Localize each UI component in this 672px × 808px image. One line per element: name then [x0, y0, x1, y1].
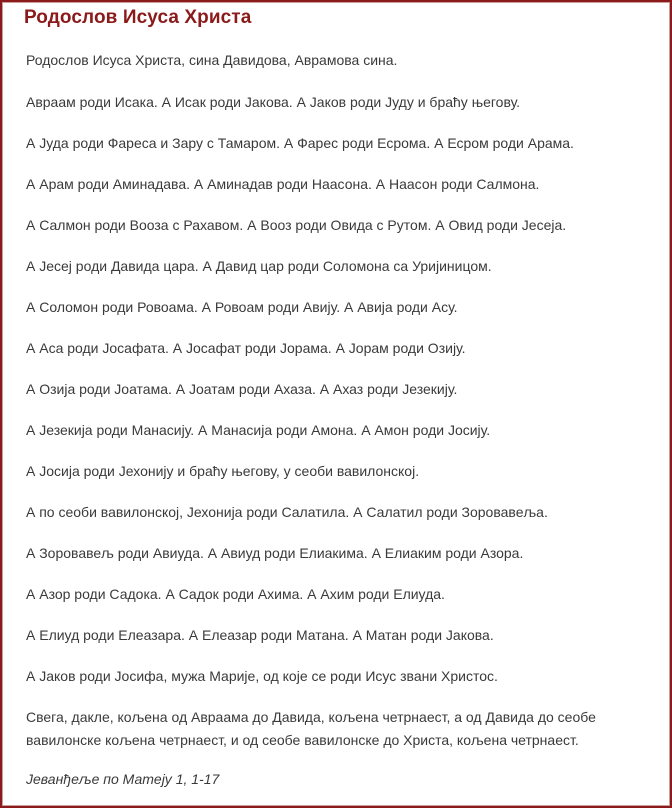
- verse-paragraph: А Јуда роди Фареса и Зару с Тамаром. А Фарес роди Есрома. А Есром роди Арама.: [26, 135, 574, 151]
- verse-paragraph: А Салмон роди Вооза с Рахавом. А Вооз роди Овида с Рутом. А Овид роди Јесеја.: [26, 217, 567, 233]
- verse-paragraph: Авраам роди Исака. А Исак роди Јакова. А Јаков роди Јуду и браћу његову.: [26, 94, 521, 110]
- verse-paragraph: А Озија роди Јоатама. А Јоатам роди Ахаза. А Ахаз роди Језекију.: [26, 381, 458, 397]
- verse-paragraph: А Јесеј роди Давида цара. А Давид цар роди Соломона са Уријиницом.: [26, 258, 492, 274]
- verse-paragraph: А Елиуд роди Елеазара. А Елеазар роди Матана. А Матан роди Јакова.: [26, 627, 494, 643]
- verse-paragraph: А Језекија роди Манасију. А Манасија роди Амона. А Амон роди Јосију.: [26, 422, 491, 438]
- verse-paragraph: Родослов Исуса Христа, сина Давидова, Аврамова сина.: [26, 52, 398, 68]
- verse-paragraph: А Јаков роди Јосифа, мужа Марије, од које се роди Исус звани Христос.: [26, 668, 498, 684]
- verse-paragraph: А Арам роди Аминадава. А Аминадав роди Наасона. А Наасон роди Салмона.: [26, 176, 540, 192]
- citation: Јеванђеље по Матеју 1, 1-17: [26, 771, 220, 787]
- verse-paragraph: А Азор роди Садока. А Садок роди Ахима. А Ахим роди Елиуда.: [26, 586, 445, 602]
- summary-paragraph: Свега, дакле, кољена од Авраама до Давида, кољена четрнаест, а од Давида до сеобе вавилонске кољена четрнаест, и од сеобе вавилонске до Христа, кољена четрнаест.: [26, 709, 596, 748]
- page-title: Родослов Исуса Христа: [24, 7, 252, 28]
- verse-paragraph: А Соломон роди Ровоама. А Ровоам роди Авију. А Авија роди Асу.: [26, 299, 458, 315]
- verse-paragraph: А Аса роди Јосафата. А Јосафат роди Јорама. А Јорам роди Озију.: [26, 340, 466, 356]
- verse-paragraph: А по сеоби вавилонској, Јехонија роди Салатила. А Салатил роди Зоровавеља.: [26, 504, 548, 520]
- verse-paragraph: А Зоровавељ роди Авиуда. А Авиуд роди Елиакима. А Елиаким роди Азора.: [26, 545, 524, 561]
- verse-paragraph: А Јосија роди Јехонију и браћу његову, у сеоби вавилонској.: [26, 463, 420, 479]
